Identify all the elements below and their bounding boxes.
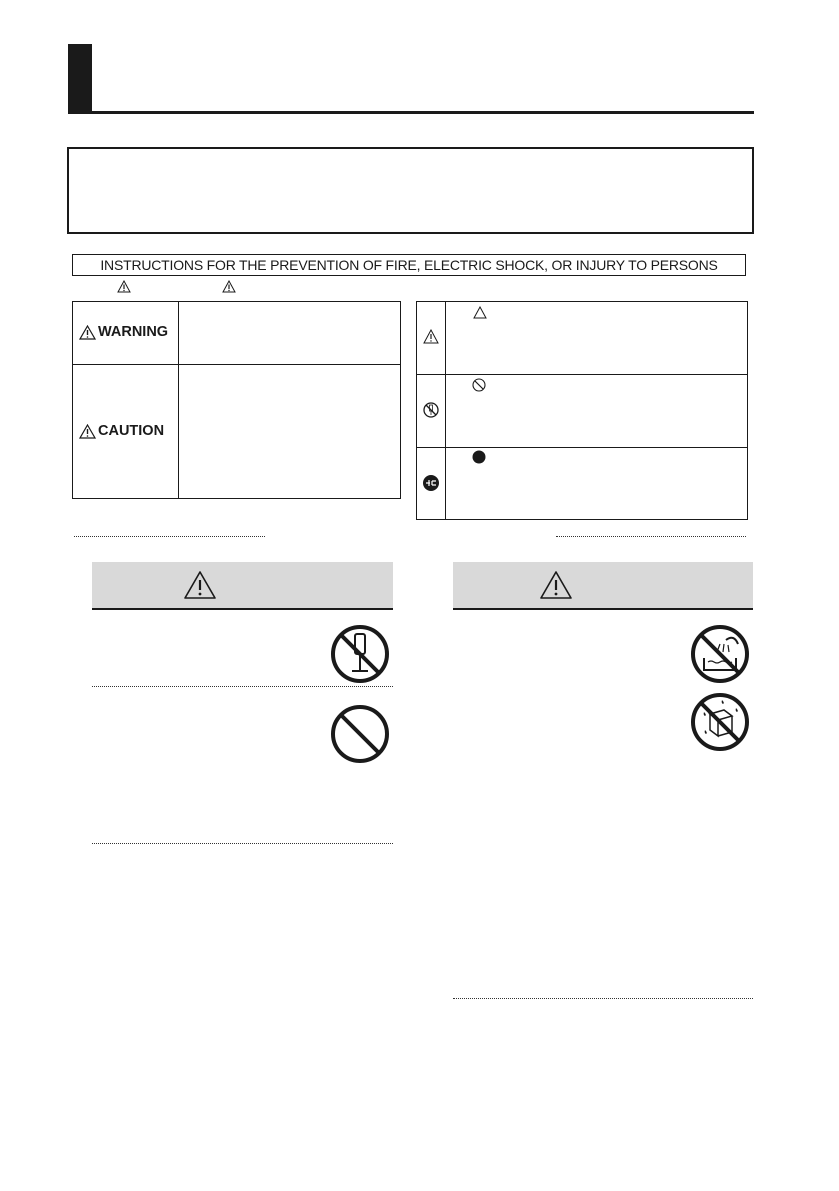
legend-column-divider xyxy=(445,302,446,519)
notice-box xyxy=(67,147,754,234)
caution-label: CAUTION xyxy=(98,423,165,439)
instructions-banner-text: INSTRUCTIONS FOR THE PREVENTION OF FIRE, ELECTRIC SHOCK, OR INJURY TO PERSONS xyxy=(100,257,718,273)
unplug-symbol-icon xyxy=(422,474,440,492)
legend-row-divider xyxy=(417,447,747,448)
instructions-banner xyxy=(72,254,746,276)
no-disassembly-icon xyxy=(330,624,390,684)
no-disassembly-symbol-icon xyxy=(423,402,439,418)
hazard-levels-table xyxy=(72,301,401,499)
item-divider xyxy=(92,843,393,844)
no-water-splash-icon xyxy=(690,624,750,684)
no-wet-device-icon xyxy=(690,692,750,752)
section-divider xyxy=(74,536,265,537)
filled-circle-icon xyxy=(472,450,486,464)
small-warning-icon xyxy=(117,280,131,293)
small-caution-icon xyxy=(222,280,236,293)
warning-icon xyxy=(539,570,573,600)
item-divider xyxy=(453,998,753,999)
prohibited-icon xyxy=(330,704,390,764)
section-divider xyxy=(556,536,746,537)
warning-label: WARNING xyxy=(98,324,169,340)
warning-icon xyxy=(183,570,217,600)
item-divider xyxy=(92,686,393,687)
warning-level-label xyxy=(79,324,168,340)
warning-icon xyxy=(79,325,96,340)
legend-row-divider xyxy=(417,374,747,375)
warning-section-header xyxy=(453,562,753,610)
warning-section-header xyxy=(92,562,393,610)
prohibition-icon xyxy=(472,378,486,392)
caution-level-label xyxy=(79,423,164,439)
table-row-divider xyxy=(73,364,400,365)
caution-icon xyxy=(79,424,96,439)
triangle-icon xyxy=(473,306,487,319)
alert-symbol-icon xyxy=(423,329,439,344)
symbols-legend-table xyxy=(416,301,748,520)
title-rule xyxy=(68,111,754,114)
title-block xyxy=(68,44,92,114)
table-column-divider xyxy=(178,302,179,498)
